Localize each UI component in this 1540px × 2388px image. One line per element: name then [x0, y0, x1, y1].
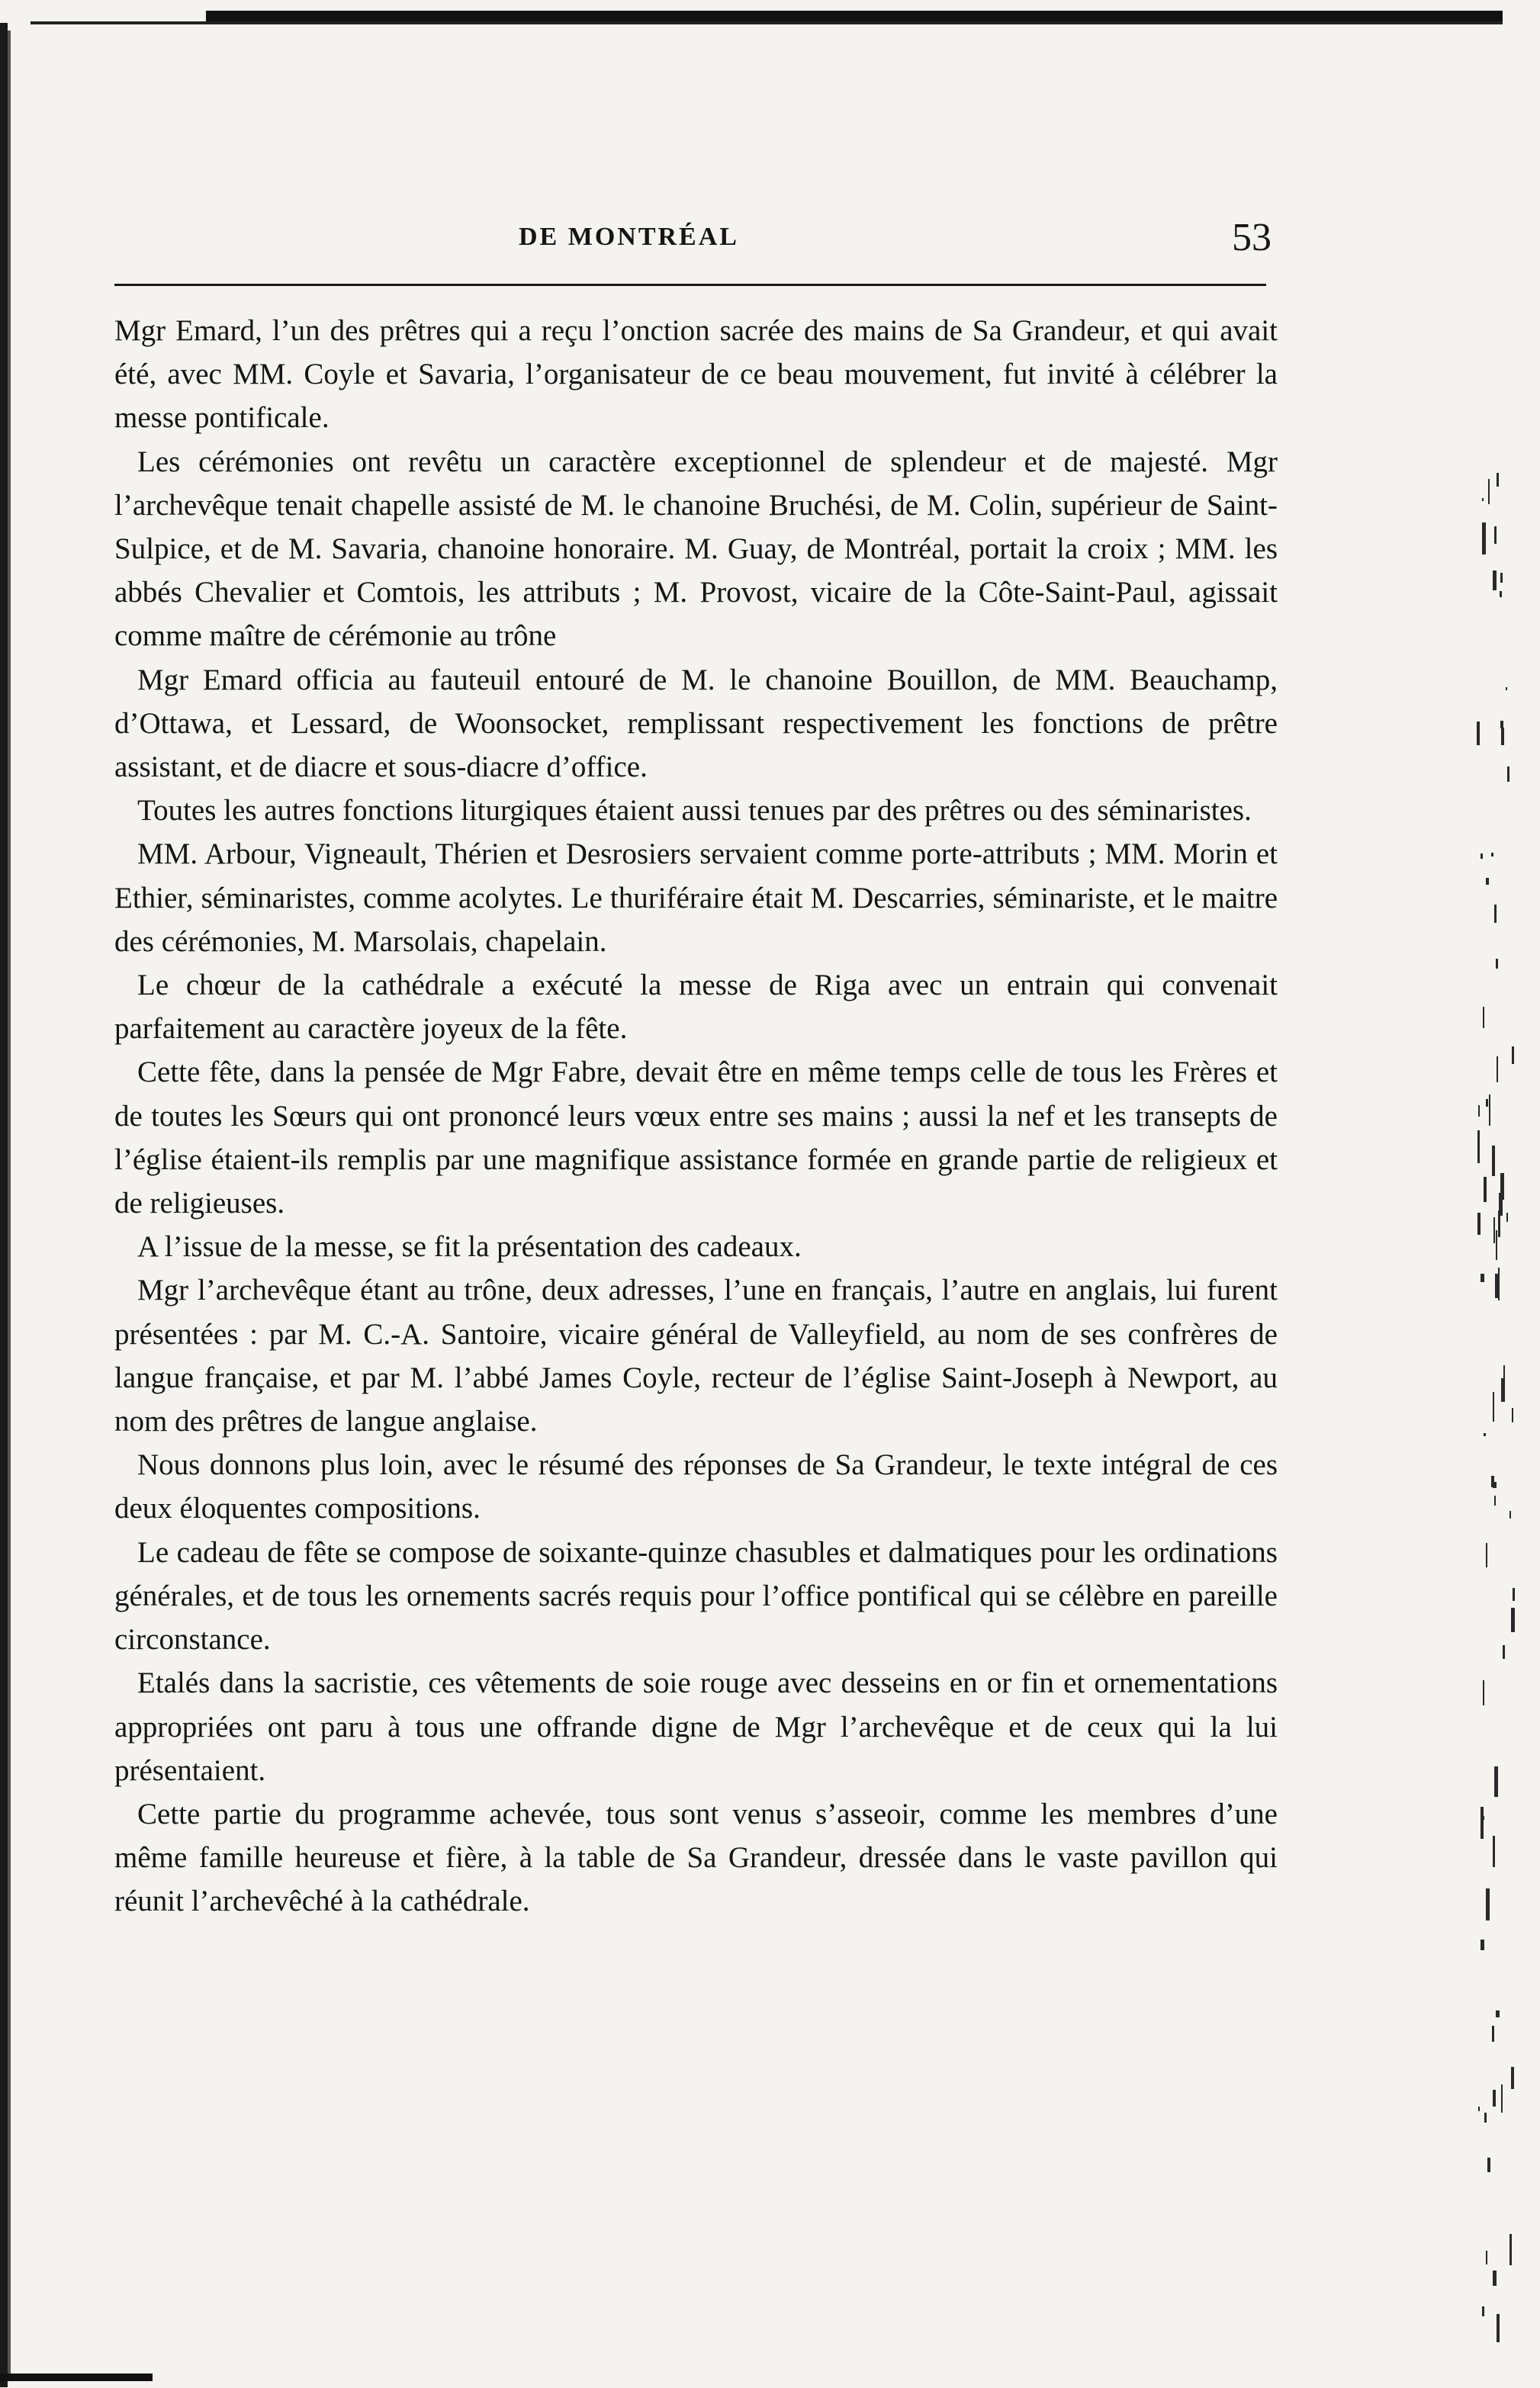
scan-speck	[1493, 2090, 1496, 2107]
header-rule	[114, 284, 1266, 286]
scan-speck	[1497, 2314, 1500, 2342]
scan-speck	[1482, 2306, 1484, 2316]
scan-right-margin-marks	[1476, 427, 1522, 2349]
scan-speck	[1503, 1645, 1505, 1659]
scan-speck	[1486, 1888, 1490, 1920]
scan-speck	[1486, 1543, 1487, 1567]
scan-speck	[1493, 1482, 1497, 1488]
scan-speck	[1495, 1274, 1499, 1298]
paragraph: Mgr Emard, l’un des prêtres qui a reçu l’onction sacrée des mains de Sa Grandeur, et qui avait été, avec MM. Coyle et Savaria, l’organisateur de ce beau mouvement, fut invité à célébrer la messe pontificale.	[114, 314, 1278, 435]
scan-left-edge	[0, 23, 8, 2387]
scan-speck	[1482, 522, 1486, 554]
running-head: DE MONTRÉAL	[519, 223, 739, 251]
scan-speck	[1497, 1056, 1498, 1082]
scan-speck	[1481, 1940, 1484, 1950]
paragraph: A l’issue de la messe, se fit la présentation des cadeaux.	[137, 1230, 802, 1264]
scan-speck	[1493, 1217, 1495, 1243]
scan-speck	[1478, 2107, 1480, 2111]
scan-speck	[1511, 2067, 1514, 2089]
scan-speck	[1494, 526, 1497, 544]
scan-speck	[1506, 687, 1507, 690]
scan-speck	[1486, 2251, 1487, 2264]
paragraph: Le chœur de la cathédrale a exécuté la messe de Riga avec un entrain qui convenait parfaitement au caractère joyeux de la fête.	[114, 969, 1278, 1046]
scan-speck	[1512, 1046, 1514, 1064]
paragraph: Toutes les autres fonctions liturgiques étaient aussi tenues par des prêtres ou des séminaristes.	[137, 794, 1252, 828]
scan-top-border	[206, 11, 1503, 21]
scan-speck	[1507, 767, 1509, 782]
scan-speck	[1484, 1433, 1486, 1436]
paragraph: Cette fête, dans la pensée de Mgr Fabre, devait être en même temps celle de tous les Frères et de toutes les Sœurs qui ont prononcé leurs vœux entre ses mains ; aussi la nef et les transepts de l’église étaient-ils remplis par une magnifique assistance formée en grande partie de religieux et de religieuses.	[114, 1056, 1278, 1220]
scan-speck	[1492, 2026, 1494, 2042]
scan-speck	[1492, 1146, 1495, 1176]
scan-bottom-mark	[0, 2374, 153, 2381]
scan-speck	[1503, 1365, 1505, 1387]
scan-speck	[1496, 959, 1498, 969]
scan-speck	[1500, 721, 1503, 728]
scan-speck	[1501, 2084, 1503, 2113]
paragraph: Mgr l’archevêque étant au trône, deux adresses, l’une en français, l’autre en anglais, lui furent présentées : par M. C.-A. Santoire, vicaire général de Valleyfield, au nom de ses confrères de langue française, et par M. l’abbé James Coyle, recteur de l’église Saint-Joseph à Newport, au nom des prêtres de langue anglaise.	[114, 1274, 1278, 1438]
scan-speck	[1488, 479, 1490, 504]
scan-speck	[1482, 498, 1484, 501]
paragraph: Cette partie du programme achevée, tous sont venus s’asseoir, comme les membres d’une même famille heureuse et fière, à la table de Sa Grandeur, dressée dans le vaste pavillon qui réunit l’archevêché à la cathédrale.	[114, 1797, 1278, 1918]
scan-speck	[1497, 473, 1499, 487]
scan-speck	[1481, 1807, 1484, 1839]
scan-speck	[1484, 2113, 1487, 2123]
scan-speck	[1486, 878, 1489, 885]
scan-speck	[1500, 591, 1502, 597]
scan-speck	[1477, 1213, 1481, 1235]
scan-top-line	[31, 21, 1503, 24]
scan-speck	[1496, 2010, 1500, 2017]
paragraph: Mgr Emard officia au fauteuil entouré de M. le chanoine Bouillon, de MM. Beauchamp, d’Ottawa, et Lessard, de Woonsocket, remplissant respectivement les fonctions de prêtre assistant, et de diacre et sous-diacre d’office.	[114, 663, 1278, 784]
body-text	[114, 309, 1278, 1924]
scan-speck	[1494, 1766, 1498, 1797]
scan-speck	[1501, 728, 1504, 745]
paragraph: Le cadeau de fête se compose de soixante-quinze chasubles et dalmatiques pour les ordinations générales, et de tous les ornements sacrés requis pour l’office pontifical qui se célèbre en pareille circonstance.	[114, 1535, 1278, 1657]
paragraph: Nous donnons plus loin, avec le résumé des réponses de Sa Grandeur, le texte intégral de ces deux éloquentes compositions.	[114, 1448, 1278, 1525]
scan-speck	[1493, 2271, 1497, 2286]
scan-speck	[1500, 573, 1503, 583]
scan-speck	[1491, 853, 1493, 857]
paragraph: Les cérémonies ont revêtu un caractère exceptionnel de splendeur et de majesté. Mgr l’archevêque tenait chapelle assisté de M. le chanoine Bruchési, de M. Colin, supérieur de Saint-Sulpice, et de M. Savaria, chanoine honoraire. M. Guay, de Montréal, portait la croix ; MM. les abbés Chevalier et Comtois, les attributs ; M. Provost, vicaire de la Côte-Saint-Paul, agissait comme maître de cérémonie au trône	[114, 445, 1278, 653]
scan-speck	[1496, 1230, 1497, 1260]
paragraph: MM. Arbour, Vigneault, Thérien et Desrosiers servaient comme porte-attributs ; MM. Morin et Ethier, séminaristes, comme acolytes. Le thuriféraire était M. Descarries, séminariste, et le maitre des cérémonies, M. Marsolais, chapelain.	[114, 837, 1278, 958]
scan-speck	[1483, 1680, 1484, 1705]
page-number: 53	[1232, 216, 1272, 259]
scan-speck	[1489, 1094, 1490, 1126]
scan-speck	[1511, 1608, 1515, 1632]
scan-speck	[1483, 1007, 1484, 1028]
scan-speck	[1486, 1099, 1488, 1107]
scan-speck	[1484, 1177, 1487, 1202]
scan-speck	[1494, 905, 1497, 923]
scan-speck	[1493, 570, 1497, 590]
paragraph: Etalés dans la sacristie, ces vêtements de soie rouge avec desseins en or fin et ornementations appropriées ont paru à tous une offrande digne de Mgr l’archevêque et de ceux qui la lui présentaient.	[114, 1666, 1278, 1787]
scan-left-edge-shadow	[8, 31, 11, 2380]
scan-speck	[1487, 2158, 1490, 2172]
scan-speck	[1493, 1392, 1494, 1422]
scan-speck	[1509, 2234, 1512, 2265]
scan-speck	[1506, 1213, 1508, 1222]
scan-speck	[1478, 1105, 1480, 1117]
scan-speck	[1512, 1408, 1513, 1422]
scan-speck	[1513, 1588, 1515, 1601]
scan-speck	[1481, 1274, 1484, 1282]
scan-speck	[1481, 853, 1483, 859]
scan-speck	[1493, 1836, 1495, 1867]
scan-speck	[1477, 722, 1480, 745]
scan-speck	[1500, 1173, 1504, 1200]
scan-speck	[1477, 1130, 1480, 1163]
scan-speck	[1494, 1496, 1496, 1506]
scan-speck	[1509, 1511, 1511, 1519]
